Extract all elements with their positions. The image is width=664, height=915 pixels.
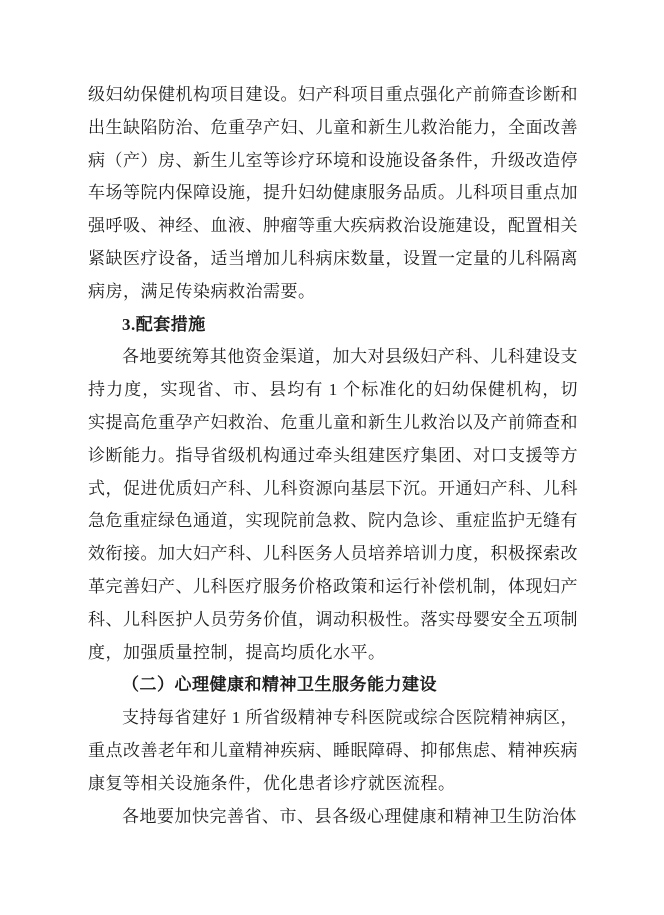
section-heading-mental-health: （二）心理健康和精神卫生服务能力建设 (122, 675, 437, 695)
paragraph-provincial-psychiatric: 支持每省建好 1 所省级精神专科医院或综合医院精神病区，重点改善老年和儿童精神疾病、睡眠障碍、抑郁焦虑、精神疾病康复等相关设施条件，优化患者诊疗就医流程。 (88, 708, 578, 793)
paragraph-supporting-measures: 各地要统筹其他资金渠道，加大对县级妇产科、儿科建设支持力度，实现省、市、县均有 1 个标准化的妇幼保健机构，切实提高危重孕产妇救治、危重儿童和新生儿救治以及产前筛查和诊断能力。指导省级机构通过牵头组建医疗集团、对口支援等方式，促进优质妇产科、儿科资源向基层下沉。开通妇产科、儿科急危重症绿色通道，实现院前急救、院内急诊、重症监护无缝有效衔接。加大妇产科、儿科医务人员培养培训力度，积极探索改革完善妇产、儿科医疗服务价格政策和运行补偿机制，体现妇产科、儿科医护人员劳务价值，调动积极性。落实母婴安全五项制度，加强质量控制，提高均质化水平。 (88, 347, 578, 662)
paragraph-continuation: 级妇幼保健机构项目建设。妇产科项目重点强化产前筛查诊断和出生缺陷防治、危重孕产妇、儿童和新生儿救治能力，全面改善病（产）房、新生儿室等诊疗环境和设施设备条件，升级改造停车场等院内保障设施，提升妇幼健康服务品质。儿科项目重点加强呼吸、神经、血液、肿瘤等重大疾病救治设施建设，配置相关紧缺医疗设备，适当增加儿科病床数量，设置一定量的儿科隔离病房，满足传染病救治需要。 (88, 85, 578, 301)
section-heading-supporting-measures: 3.配套措施 (122, 314, 206, 334)
paragraph-mental-health-system: 各地要加快完善省、市、县各级心理健康和精神卫生防治体 (122, 806, 577, 826)
document-body (88, 79, 578, 833)
